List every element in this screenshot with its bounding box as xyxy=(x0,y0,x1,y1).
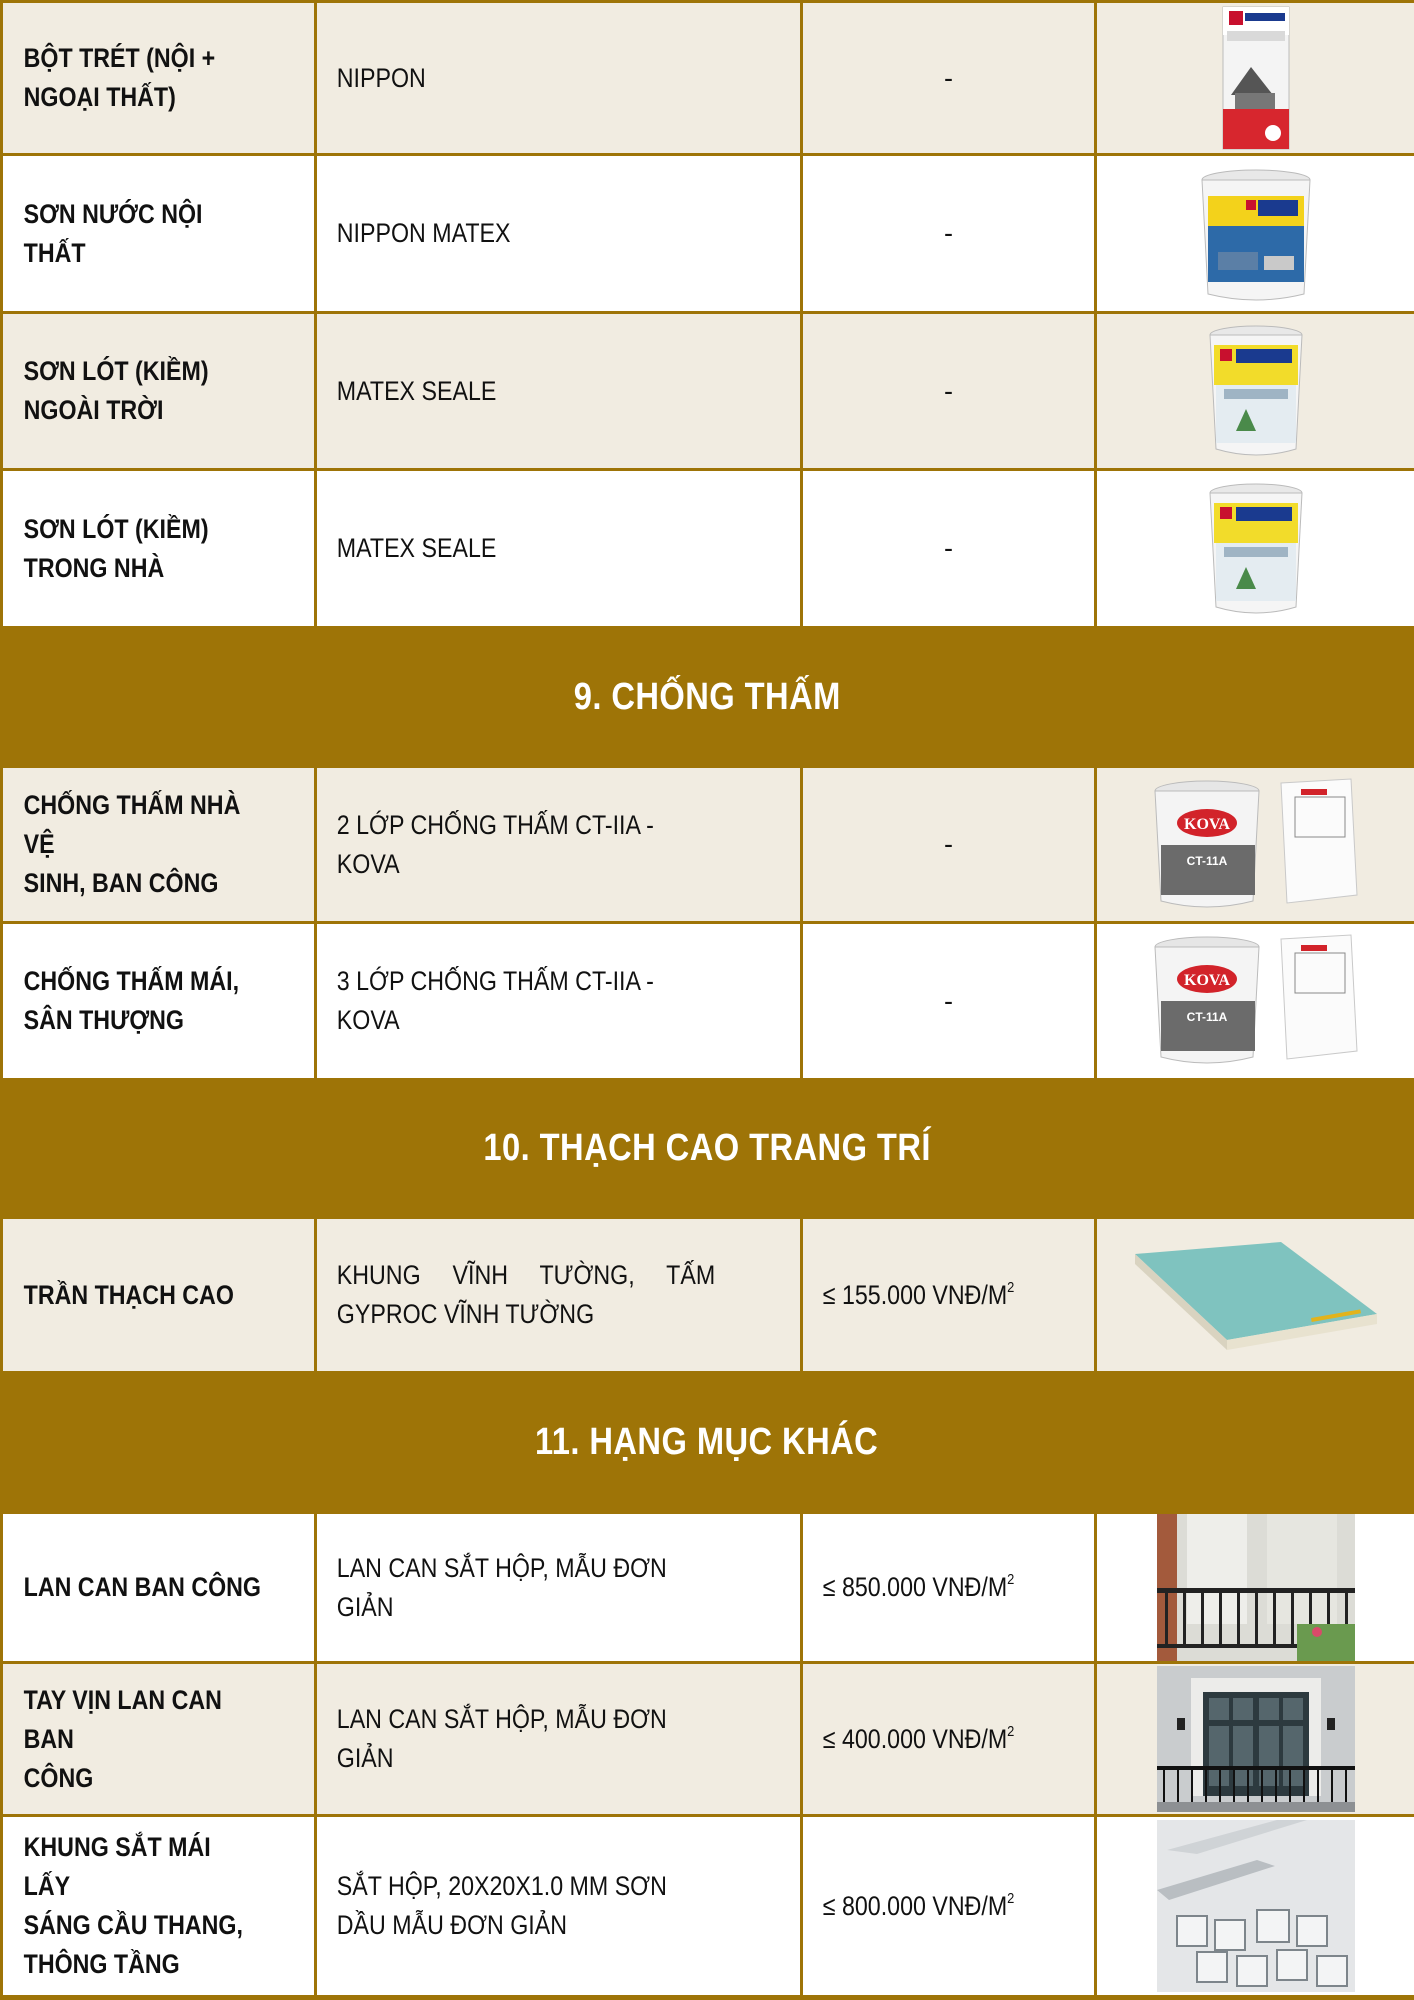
row-price xyxy=(803,3,1094,153)
row-label xyxy=(3,156,314,311)
row-label-text: BỘT TRÉT (NỘI + NGOẠI THẤT) xyxy=(23,43,216,112)
nippon-matex-bucket-icon xyxy=(1097,156,1414,311)
row-label-text: SƠN LÓT (KIỀM) NGOÀI TRỜI xyxy=(23,356,209,425)
section-header xyxy=(0,629,1414,765)
row-label xyxy=(3,3,314,153)
row-label xyxy=(3,1219,314,1371)
row-material xyxy=(317,1664,800,1814)
kova-logo-text: KOVA xyxy=(1183,972,1230,989)
kova-ct11a-bucket-and-bag-icon xyxy=(1097,924,1414,1078)
row-label-text: TAY VỊN LAN CAN BAN CÔNG xyxy=(23,1684,222,1793)
row-price-text: - xyxy=(944,533,953,563)
row-price xyxy=(803,1514,1094,1661)
row-material xyxy=(317,924,800,1078)
row-label xyxy=(3,1664,314,1814)
row-price xyxy=(803,314,1094,468)
row-label-text: SƠN LÓT (KIỀM) TRONG NHÀ xyxy=(23,513,209,583)
section-title: 9. CHỐNG THẤM xyxy=(573,675,841,718)
row-price xyxy=(803,768,1094,921)
section-header xyxy=(0,1081,1414,1216)
balcony-railing-photo-icon xyxy=(1097,1514,1414,1661)
row-price xyxy=(803,1817,1094,1995)
nippon-matex-sealer-bucket-icon xyxy=(1097,471,1414,626)
row-price xyxy=(803,471,1094,626)
row-label-text: CHỐNG THẤM MÁI, SÂN THƯỢNG xyxy=(23,966,240,1035)
row-label xyxy=(3,768,314,921)
row-material-text: 3 LỚP CHỐNG THẤM CT-IIA - KOVA xyxy=(336,966,654,1035)
row-material-text: NIPPON MATEX xyxy=(336,218,511,248)
row-label xyxy=(3,314,314,468)
row-material-text: SẮT HỘP, 20X20X1.0 MM SƠN DẦU MẪU ĐƠN GIẢN xyxy=(336,1871,667,1940)
row-price-text: ≤ 155.000 VNĐ/$M^2$ xyxy=(822,1278,1015,1310)
row-label-text: KHUNG SẮT MÁI LẤY SÁNG CẦU THANG, THÔNG TẦNG xyxy=(23,1832,243,1979)
row-material-text: LAN CAN SẮT HỘP, MẪU ĐƠN GIẢN xyxy=(336,1552,667,1622)
kova-ct11a-bucket-and-bag-icon xyxy=(1097,768,1414,921)
row-price-text: ≤ 800.000 VNĐ/$M^2$ xyxy=(822,1889,1015,1921)
row-price-text: - xyxy=(944,985,953,1016)
section-title: 10. THẠCH CAO TRANG TRÍ xyxy=(483,1127,931,1169)
row-label xyxy=(3,471,314,626)
row-price xyxy=(803,924,1094,1078)
nippon-weatherbond-bag-icon xyxy=(1097,3,1414,153)
section-header xyxy=(0,1374,1414,1511)
row-label-text: CHỐNG THẤM NHÀ VỆ SINH, BAN CÔNG xyxy=(23,790,241,898)
row-price-text: ≤ 400.000 VNĐ/$M^2$ xyxy=(822,1722,1015,1754)
row-label xyxy=(3,1514,314,1661)
row-price xyxy=(803,1664,1094,1814)
row-material-text: MATEX SEALE xyxy=(336,375,497,406)
row-material xyxy=(317,314,800,468)
row-price-text: - xyxy=(944,829,953,859)
row-material xyxy=(317,768,800,921)
row-material xyxy=(317,1514,800,1661)
row-material xyxy=(317,3,800,153)
row-label xyxy=(3,1817,314,1995)
kova-logo-text: KOVA xyxy=(1183,815,1230,833)
steel-box-tubes-photo-icon xyxy=(1097,1817,1414,1995)
gypsum-board-icon xyxy=(1097,1219,1414,1371)
row-material-text: LAN CAN SẮT HỘP, MẪU ĐƠN GIẢN xyxy=(336,1704,667,1773)
row-material-text: KHUNG VĨNH TƯỜNG, TẤM GYPROC VĨNH TƯỜNG xyxy=(336,1260,716,1329)
row-price xyxy=(803,156,1094,311)
row-price xyxy=(803,1219,1094,1371)
kova-product-text: CT-11A xyxy=(1186,1010,1227,1024)
nippon-matex-sealer-bucket-icon xyxy=(1097,314,1414,468)
section-title: 11. HẠNG MỤC KHÁC xyxy=(535,1421,879,1463)
row-price-text: - xyxy=(944,218,953,248)
row-price-text: - xyxy=(944,62,953,93)
row-label-text: SƠN NƯỚC NỘI THẤT xyxy=(23,198,203,268)
row-label-text: TRẦN THẠCH CAO xyxy=(23,1279,234,1310)
row-label-text: LAN CAN BAN CÔNG xyxy=(23,1572,261,1602)
row-price-text: - xyxy=(944,375,953,406)
row-material-text: NIPPON xyxy=(336,62,426,93)
balcony-handrail-photo-icon xyxy=(1097,1664,1414,1814)
row-material-text: 2 LỚP CHỐNG THẤM CT-IIA - KOVA xyxy=(336,809,654,879)
row-material-text: MATEX SEALE xyxy=(336,533,497,563)
row-price-text: ≤ 850.000 VNĐ/$M^2$ xyxy=(822,1571,1015,1602)
row-material xyxy=(317,1219,800,1371)
row-material xyxy=(317,156,800,311)
kova-product-text: CT-11A xyxy=(1186,853,1227,868)
row-material xyxy=(317,471,800,626)
row-label xyxy=(3,924,314,1078)
row-material xyxy=(317,1817,800,1995)
